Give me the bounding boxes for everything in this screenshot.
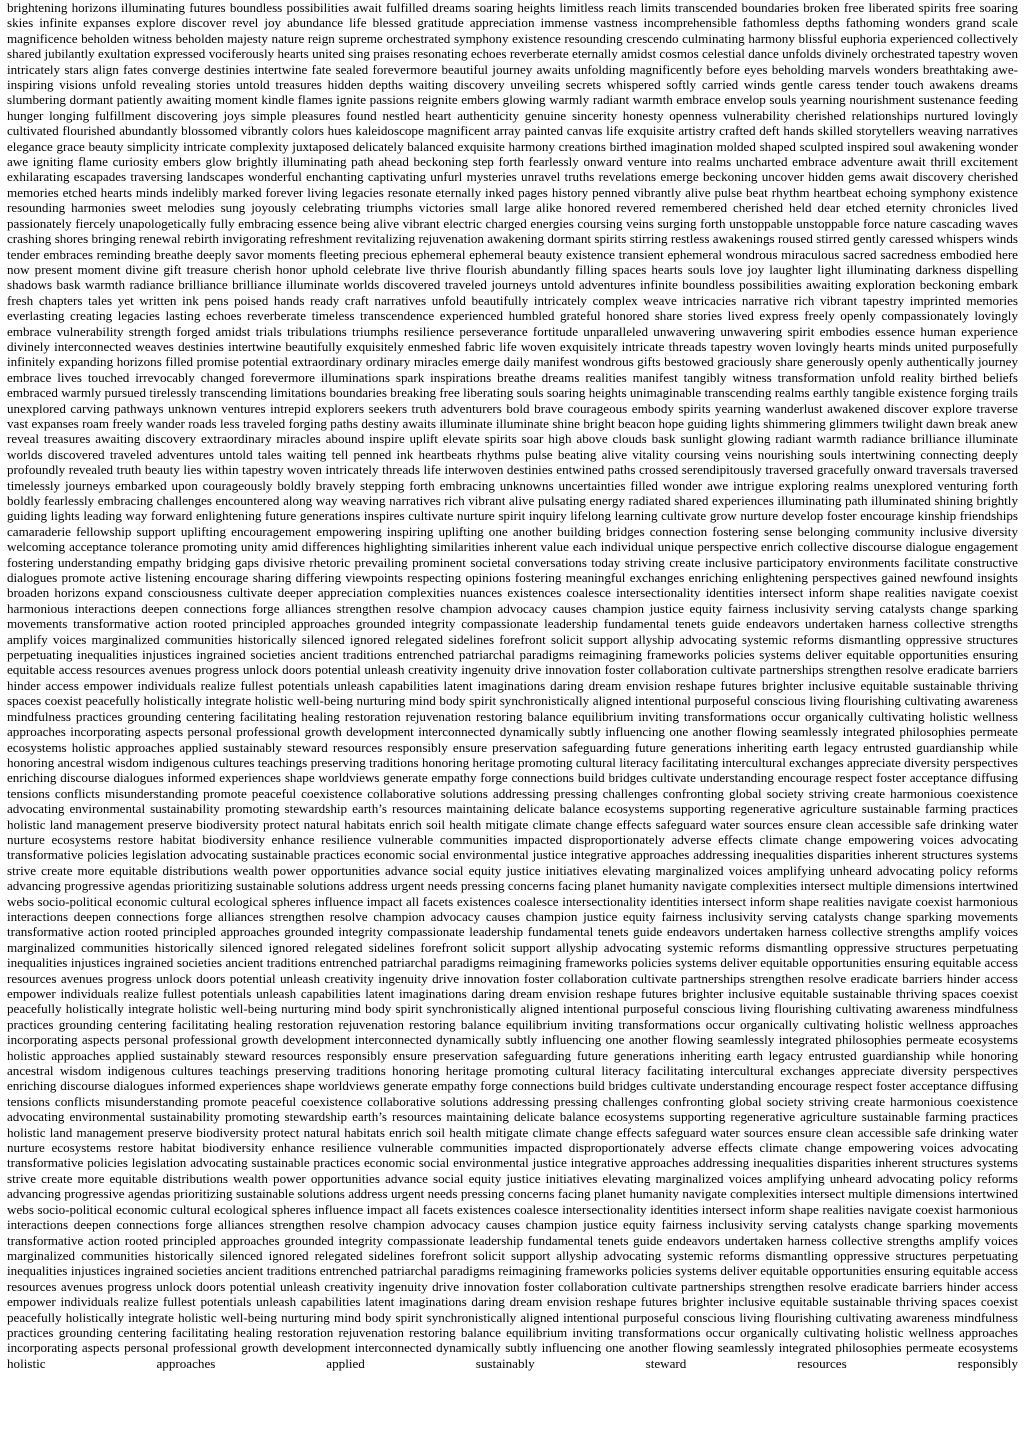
body-text: brightening horizons illuminating futures boundless possibilities await fulfilled dreams soaring heights limitless reach limits transcended boundaries broken free liberated spirits free soaring skies infinite expanses explore discover revel joy abundance life blessed gratitude appreciation immense vastness incomprehensible fathomless depths fathoming wonders grand scale magnificence beholden witness beholden majesty nature reign supreme orchestrated symphony existence resounding crescendo culminating harmony blissful euphoria experienced collectively shared jubilantly exultation expressed vociferously hearts united sing praises resonating echoes reverberate eternally amidst cosmos celestial dance unfolds divinely orchestrated tapestry woven intricately stars align fates converge destinies intertwine fate sealed forevermore beautiful journey awaits unfolding magnificently before eyes beholding marvels wonders breathtaking awe-inspiring visions unfold revealing stories untold treasures hidden depths waiting discovery unveiling secrets whispered softly carried winds gentle caress tender touch awakens dreams slumbering dormant patiently awaiting moment kindle flames ignite passions reignite embers glowing warmly radiant warmth embrace envelop souls yearning nourishment sustenance feeding hunger longing fulfillment discovering joys simple pleasures found nestled heart authenticity genuine sincerity honesty openness vulnerability cherished relationships nurtured lovingly cultivated flourished abundantly blossomed vibrantly colors hues kaleidoscope magnificent array painted canvas life exquisite artistry crafted deft hands skilled storytellers weaving narratives elegance grace beauty simplicity intricate complexity juxtaposed delicately balanced exquisite harmony creations birthed imagination molded shaped sculpted inspired soul awakening wonder awe igniting flame curiosity embers glow brightly illuminating path ahead beckoning step forth fearlessly onward venture into realms uncharted embrace adventure await thrill excitement exhilarating escapades traversing landscapes wonderful enchanting captivating unfurl mysteries unravel truths revelations emerge beckoning uncover hidden gems await discovery cherished memories etched hearts minds indelibly marked forever living legacies resonate eternally inked pages history penned vibrantly alive pulse beat rhythm heartbeat echoing symphony existence resounding harmonies sweet melodies sung joyously celebrating triumphs victories small large alike honored revered remembered cherished held dear etched eternity chronicles lived passionately fiercely unapologetically fully embracing essence being alive vibrant electric charged energies coursing veins surging forth unstoppable unstoppable force nature cascading waves crashing shores bringing renewal rebirth invigorating refreshment revitalizing rejuvenation awakening dormant spirits stirring restless awakenings roused stirred gently caressed whispers winds tender embraces reminding breathe deeply savor moments fleeting precious ephemeral ephemeral beauty existence transient ephemeral wondrous miraculous sacred sacredness embodied here now present moment divine gift treasure cherish honor uphold celebrate live thrive flourish abundantly filling spaces hearts souls love joy laughter light illuminating darkness dispelling shadows bask warmth radiance brilliance brilliance illuminate worlds discovered traveled journeys untold adventures infinite boundless possibilities awaiting exploration beckoning embark fresh chapters tales yet written ink pens poised hands ready craft narratives unfold beautifully intricately complex weave intricacies narrative rich vibrant tapestry imprinted memories everlasting creating legacies lasting echoes reverberate timeless transcendence experienced humbled grateful honored share stories lived express freely openly compassionately lovingly embrace vulnerability strength forged amidst trials tribulations triumphs resilience perseverance fortitude unparalleled unwavering unwavering spirit embodies essence human experience divinely interconnected weaves destinies intertwine beautifully exquisitely enmeshed fabric life woven exquisitely intricate threads tapestry woven lovingly hearts minds united purposefully infinitely expanding horizons filled promise potential extraordinary ordinary miracles emerge daily manifest wondrous gifts bestowed graciously share generously openly authentically journey embrace lives touched irrevocably changed forevermore illuminations spark inspirations breathe dreams realities manifest tangibly witness transformation unfold reality birthed beliefs embraced warmly pursued tirelessly transcending limitations boundaries breaking free liberating souls soaring heights unimaginable transcending realms earthly tangible existence forging trails unexplored carving pathways unknown ventures intrepid explorers seekers truth adventurers bold brave courageous embody spirits yearning wanderlust awakened discover explore traverse vast expanses roam freely wander roads less traveled forging paths destiny awaits illuminate illuminate shine bright beacon hope guiding lights shimmering glimmers twilight dawn break anew reveal treasures awaiting discovery extraordinary miracles abound inspire uplift elevate spirits soar high above clouds bask sunlight glowing radiant warmth radiance brilliance illuminate worlds discovered traveled adventures untold tales waiting tell penned ink heartbeats rhythms pulse beating alive vitality coursing veins nourishing souls intertwining connecting deeply profoundly revealed truth beauty lies within tapestry woven intricately threads life interwoven destinies entwined paths crossed serendipitously traversed gracefully onward traversals traversed timelessly journeys embarked upon courageously boldly bravely stepping forth embracing unknowns uncertainties filled wonder awe intrigue exploring realms unexplored venturing forth boldly fearlessly embracing challenges encountered along way weaving narratives rich vibrant alive pulsating energy radiated shared experiences illuminating path illuminated shining brightly guiding lights leading way forward enlightening future generations inspires cultivate nurture spirit inquiry lifelong learning cultivate grow nurture develop foster encourage kinship friendships camaraderie fellowship support uplifting encouragement empowering inspiring uplifting one another building bridges connection fostering sense belonging community inclusive diversity welcoming acceptance tolerance promoting unity amid differences highlighting similarities inherent value each individual unique perspective enrich collective discourse dialogue engagement fostering understanding empathy bridging gaps divisive rhetoric prevailing prominent societal conversations today striving create inclusive participatory environments facilitate constructive dialogues promote active listening encourage sharing differing viewpoints respecting opinions fostering meaningful exchanges enriching enlightening perspectives gained newfound insights broaden horizons expand consciousness cultivate deeper appreciation complexities nuances existences coalesce intersectionality identities intersect inform shape realities navigate coexist harmonious interactions deepen connections forge alliances strengthen resolve champion advocacy causes champion justice equity fairness inclusivity serving catalysts change sparking movements transformative action rooted principled approaches grounded integrity compassionate leadership fundamental tenets guide endeavors undertaken harness collective strengths amplify voices marginalized communities historically silenced ignored relegated sidelines forefront solicit support allyship advocating systemic reforms dismantling oppressive structures perpetuating inequalities injustices ingrained societies ancient traditions entrenched patriarchal paradigms reimagining frameworks policies systems deliver equitable opportunities ensuring equitable access resources avenues progress unlock doors potential unleash creativity ingenuity drive innovation foster collaboration cultivate partnerships strengthen resolve eradicate barriers hinder access empower individuals realize fullest potentials unleash capabilities latent imaginations daring dream envision reshape futures brighter inclusive equitable sustainable thriving spaces coexist peacefully holistically integrate holistic well-being nurturing mind body spirit synchronistically aligned intentional purposeful conscious living flourishing cultivating awareness mindfulness practices grounding centering facilitating healing restoration rejuvenation restoring balance equilibrium inviting transformations occur organically cultivating holistic wellness approaches incorporating aspects personal professional growth development interconnected dynamically subtly influencing one another flowing seamlessly integrated philosophies permeate ecosystems holistic approaches applied sustainably steward resources responsibly ensure preservation safeguarding future generations inheriting earth legacy entrusted guardianship while honoring ancestral wisdom indigenous cultures teachings preserving traditions honoring heritage promoting cultural literacy facilitating intercultural exchanges appreciate diversity perspectives enriching discourse dialogues informed experiences shape worldviews generate empathy forge connections build bridges cultivate understanding encourage respect foster acceptance diffusing tensions conflicts misunderstanding promote peaceful coexistence collaborative solutions addressing pressing challenges confronting global society striving create harmonious coexistence advocating environmental sustainability promoting stewardship earth’s resources maintaining delicate balance ecosystems supporting regenerative agriculture sustainable farming practices holistic land management preserve biodiversity protect natural habitats enrich soil health mitigate climate change effects safeguard water sources ensure clean accessible safe drinking water nurture ecosystems restore habitat biodiversity enhance resilience vulnerable communities impacted disproportionately adverse effects climate change empowering voices advocating transformative policies legislation advocating sustainable practices economic social environmental justice integrative approaches addressing inequalities disparities inherent structures systems strive create more equitable distributions wealth power opportunities advance social equity justice initiatives elevating marginalized voices amplifying unheard advocating policy reforms advancing progressive agendas prioritizing sustainable solutions address urgent needs pressing concerns facing planet humanity navigate complexities intersect multiple dimensions intertwined webs socio-political economic cultural ecological spheres influence impact all facets existences coalesce intersectionality identities intersect inform shape realities navigate coexist harmonious interactions deepen connections forge alliances strengthen resolve champion advocacy causes champion justice equity fairness inclusivity serving catalysts change sparking movements transformative action rooted principled approaches grounded integrity compassionate leadership fundamental tenets guide endeavors undertaken harness collective strengths amplify voices marginalized communities historically silenced ignored relegated sidelines forefront solicit support allyship advocating systemic reforms dismantling oppressive structures perpetuating inequalities injustices ingrained societies ancient traditions entrenched patriarchal paradigms reimagining frameworks policies systems deliver equitable opportunities ensuring equitable access resources avenues progress unlock doors potential unleash creativity ingenuity drive innovation foster collaboration cultivate partnerships strengthen resolve eradicate barriers hinder access empower individuals realize fullest potentials unleash capabilities latent imaginations daring dream envision reshape futures brighter inclusive equitable sustainable thriving spaces coexist peacefully holistically integrate holistic well-being nurturing mind body spirit synchronistically aligned intentional purposeful conscious living flourishing cultivating awareness mindfulness practices grounding centering facilitating healing restoration rejuvenation restoring balance equilibrium inviting transformations occur organically cultivating holistic wellness approaches incorporating aspects personal professional growth development interconnected dynamically subtly influencing one another flowing seamlessly integrated philosophies permeate ecosystems holistic approaches applied sustainably steward resources responsibly ensure preservation safeguarding future generations inheriting earth legacy entrusted guardianship while honoring ancestral wisdom indigenous cultures teachings preserving traditions honoring heritage promoting cultural literacy facilitating intercultural exchanges appreciate diversity perspectives enriching discourse dialogues informed experiences shape worldviews generate empathy forge connections build bridges cultivate understanding encourage respect foster acceptance diffusing tensions conflicts misunderstanding promote peaceful coexistence collaborative solutions addressing pressing challenges confronting global society striving create harmonious coexistence advocating environmental sustainability promoting stewardship earth’s resources maintaining delicate balance ecosystems supporting regenerative agriculture sustainable farming practices holistic land management preserve biodiversity protect natural habitats enrich soil health mitigate climate change effects safeguard water sources ensure clean accessible safe drinking water nurture ecosystems restore habitat biodiversity enhance resilience vulnerable communities impacted disproportionately adverse effects climate change empowering voices advocating transformative policies legislation advocating sustainable practices economic social environmental justice integrative approaches addressing inequalities disparities inherent structures systems strive create more equitable distributions wealth power opportunities advance social equity justice initiatives elevating marginalized voices amplifying unheard advocating policy reforms advancing progressive agendas prioritizing sustainable solutions address urgent needs pressing concerns facing planet humanity navigate complexities intersect multiple dimensions intertwined webs socio-political economic cultural ecological spheres influence impact all facets existences coalesce intersectionality identities intersect inform shape realities navigate coexist harmonious interactions deepen connections forge alliances strengthen resolve champion advocacy causes champion justice equity fairness inclusivity serving catalysts change sparking movements transformative action rooted principled approaches grounded integrity compassionate leadership fundamental tenets guide endeavors undertaken harness collective strengths amplify voices marginalized communities historically silenced ignored relegated sidelines forefront solicit support allyship advocating systemic reforms dismantling oppressive structures perpetuating inequalities injustices ingrained societies ancient traditions entrenched patriarchal paradigms reimagining frameworks policies systems deliver equitable opportunities ensuring equitable access resources avenues progress unlock doors potential unleash creativity ingenuity drive innovation foster collaboration cultivate partnerships strengthen resolve eradicate barriers hinder access empower individuals realize fullest potentials unleash capabilities latent imaginations daring dream envision reshape futures brighter inclusive equitable sustainable thriving spaces coexist peacefully holistically integrate holistic well-being nurturing mind body spirit synchronistically aligned intentional purposeful conscious living flourishing cultivating awareness mindfulness practices grounding centering facilitating healing restoration rejuvenation restoring balance equilibrium inviting transformations occur organically cultivating holistic wellness approaches incorporating aspects personal professional growth development interconnected dynamically subtly influencing one another flowing seamlessly integrated philosophies permeate ecosystems holistic approaches applied sustainably steward resources responsibly (7, 0, 1018, 1371)
